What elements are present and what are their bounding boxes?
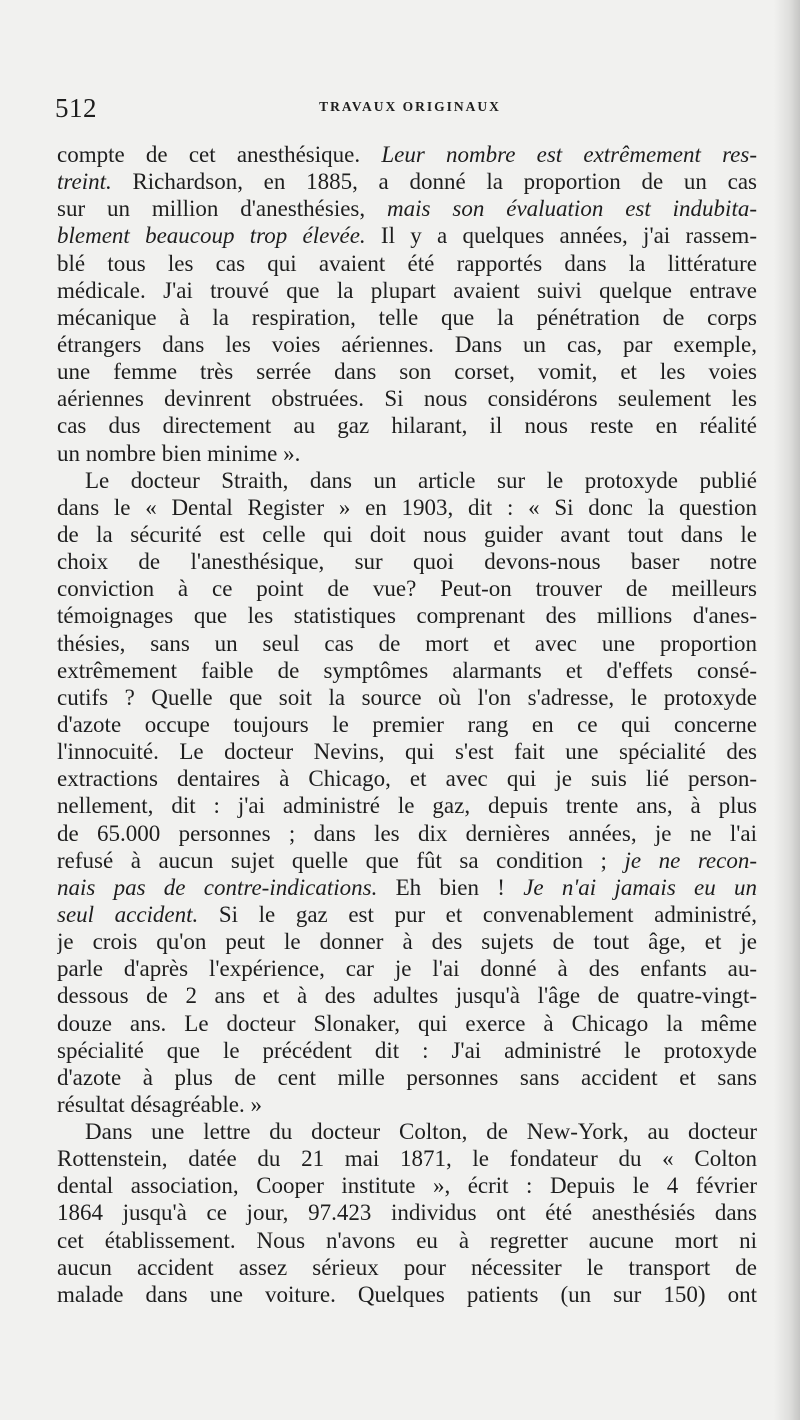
text-line (57, 440, 757, 467)
text-run: de la sécurité est celle qui doit nous guider avant tout dans le (57, 521, 757, 547)
text-line (57, 1064, 757, 1091)
text-line (57, 765, 757, 792)
text-run: Richardson, en 1885, a donné la proportion de un cas (111, 169, 757, 195)
text-line (57, 494, 757, 521)
text-run: Eh bien ! (377, 874, 524, 900)
text-line (57, 331, 757, 358)
text-line (57, 657, 757, 684)
text-line (57, 575, 757, 602)
text-run: dental association, Cooper institute », écrit : Depuis le 4 février (57, 1173, 757, 1199)
text-line (57, 168, 757, 195)
text-run: choix de l'anesthésique, sur quoi devons-nous baser notre (57, 549, 757, 575)
text-run: blé tous les cas qui avaient été rapportés dans la littérature (57, 250, 757, 276)
text-run: aucun accident assez sérieux pour nécessiter le transport de (57, 1254, 757, 1280)
page-number: 512 (55, 93, 97, 123)
text-line (57, 412, 757, 439)
text-line (57, 1145, 757, 1172)
text-line (57, 847, 757, 874)
text-run: de 65.000 personnes ; dans les dix dernières années, je ne l'ai (57, 820, 757, 846)
text-line (57, 738, 757, 765)
text-line (57, 1281, 757, 1308)
text-line (57, 1172, 757, 1199)
text-run: dans le « Dental Register » en 1903, dit : « Si donc la question (57, 494, 757, 520)
text-line (57, 711, 757, 738)
text-run: une femme très serrée dans son corset, vomit, et les voies (57, 359, 757, 385)
text-run: conviction à ce point de vue? Peut-on trouver de meilleurs (57, 576, 757, 602)
text-line (57, 928, 757, 955)
text-line (57, 521, 757, 548)
text-line (57, 1091, 757, 1118)
text-line (57, 548, 757, 575)
text-run: l'innocuité. Le docteur Nevins, qui s'est fait une spécialité des (57, 739, 757, 765)
italic-text-run: seul accident. (57, 901, 199, 927)
text-run: d'azote occupe toujours le premier rang en ce qui concerne (57, 711, 757, 737)
text-line (57, 195, 757, 222)
italic-text-run: blement beaucoup trop élevée. (57, 223, 366, 249)
text-line (57, 250, 757, 277)
text-run: extractions dentaires à Chicago, et avec qui je suis lié person- (57, 766, 757, 792)
text-run: cutifs ? Quelle que soit la source où l'on s'adresse, le protoxyde (57, 684, 757, 710)
text-line (57, 141, 757, 168)
text-run: Rottenstein, datée du 21 mai 1871, le fondateur du « Colton (57, 1146, 757, 1172)
text-run: malade dans une voiture. Quelques patients (un sur 150) ont (57, 1281, 757, 1307)
text-line (57, 1227, 757, 1254)
text-line (57, 874, 757, 901)
text-run: je crois qu'on peut le donner à des sujets de tout âge, et je (57, 929, 757, 955)
text-run: compte de cet anesthésique. (57, 142, 382, 167)
text-line (57, 222, 757, 249)
text-line (57, 901, 757, 928)
text-line (57, 1118, 757, 1145)
text-run: refusé à aucun sujet quelle que fût sa condition ; (57, 847, 625, 873)
text-run: parle d'après l'expérience, car je l'ai donné à des enfants au- (57, 956, 757, 982)
italic-text-run: mais son évaluation est indubita- (387, 196, 757, 222)
text-run: Si le gaz est pur et convenablement administré, (198, 901, 757, 927)
text-line (57, 304, 757, 331)
text-line (57, 385, 757, 412)
italic-text-run: Leur nombre est extrêmement res- (381, 142, 757, 167)
text-run: extrêmement faible de symptômes alarmants et d'effets consé- (57, 657, 757, 683)
text-run: spécialité que le précédent dit : J'ai administré le protoxyde (57, 1037, 757, 1063)
text-run: un nombre bien minime ». (57, 440, 301, 466)
text-line (57, 1010, 757, 1037)
text-line (57, 1199, 757, 1226)
body-text (57, 141, 757, 1308)
text-run: témoignages que les statistiques comprenant des millions d'anes- (57, 603, 757, 629)
text-run: douze ans. Le docteur Slonaker, qui exerce à Chicago la même (57, 1010, 757, 1036)
text-run: sur un million d'anesthésies, (57, 196, 388, 222)
page-edge-shadow (774, 0, 800, 1420)
text-run: résultat désagréable. » (57, 1091, 262, 1117)
italic-text-run: treint. (57, 169, 112, 195)
text-run: thésies, sans un seul cas de mort et avec une proportion (57, 630, 757, 656)
running-title: TRAVAUX ORIGINAUX (319, 99, 501, 114)
text-run: d'azote à plus de cent mille personnes sans accident et sans (57, 1064, 757, 1090)
text-line (57, 820, 757, 847)
text-run: Le docteur Straith, dans un article sur le protoxyde publié (85, 467, 757, 493)
text-run: dessous de 2 ans et à des adultes jusqu'à l'âge de quatre-vingt- (57, 983, 757, 1009)
text-line (57, 955, 757, 982)
italic-text-run: je ne recon- (624, 847, 757, 873)
text-run: mécanique à la respiration, telle que la pénétration de corps (57, 304, 757, 330)
text-run: cet établissement. Nous n'avons eu à regretter aucune mort ni (57, 1227, 757, 1253)
text-run: Dans une lettre du docteur Colton, de New-York, au docteur (85, 1119, 757, 1145)
text-line (57, 792, 757, 819)
text-line (57, 684, 757, 711)
italic-text-run: nais pas de contre-indications. (57, 874, 378, 900)
text-run: Il y a quelques années, j'ai rassem- (365, 223, 757, 249)
text-run: cas dus directement au gaz hilarant, il nous reste en réalité (57, 413, 757, 439)
text-line (57, 277, 757, 304)
text-run: 1864 jusqu'à ce jour, 97.423 individus ont été anesthésiés dans (57, 1200, 757, 1226)
text-line (57, 1254, 757, 1281)
text-run: nellement, dit : j'ai administré le gaz, depuis trente ans, à plus (57, 793, 757, 819)
text-line (57, 467, 757, 494)
italic-text-run: Je n'ai jamais eu un (523, 874, 757, 900)
text-line (57, 602, 757, 629)
text-run: aériennes devinrent obstruées. Si nous considérons seulement les (57, 386, 757, 412)
text-run: médicale. J'ai trouvé que la plupart avaient suivi quelque entrave (57, 277, 757, 303)
text-line (57, 358, 757, 385)
text-run: étrangers dans les voies aériennes. Dans un cas, par exemple, (57, 331, 757, 357)
text-line (57, 630, 757, 657)
text-line (57, 982, 757, 1009)
text-line (57, 1037, 757, 1064)
